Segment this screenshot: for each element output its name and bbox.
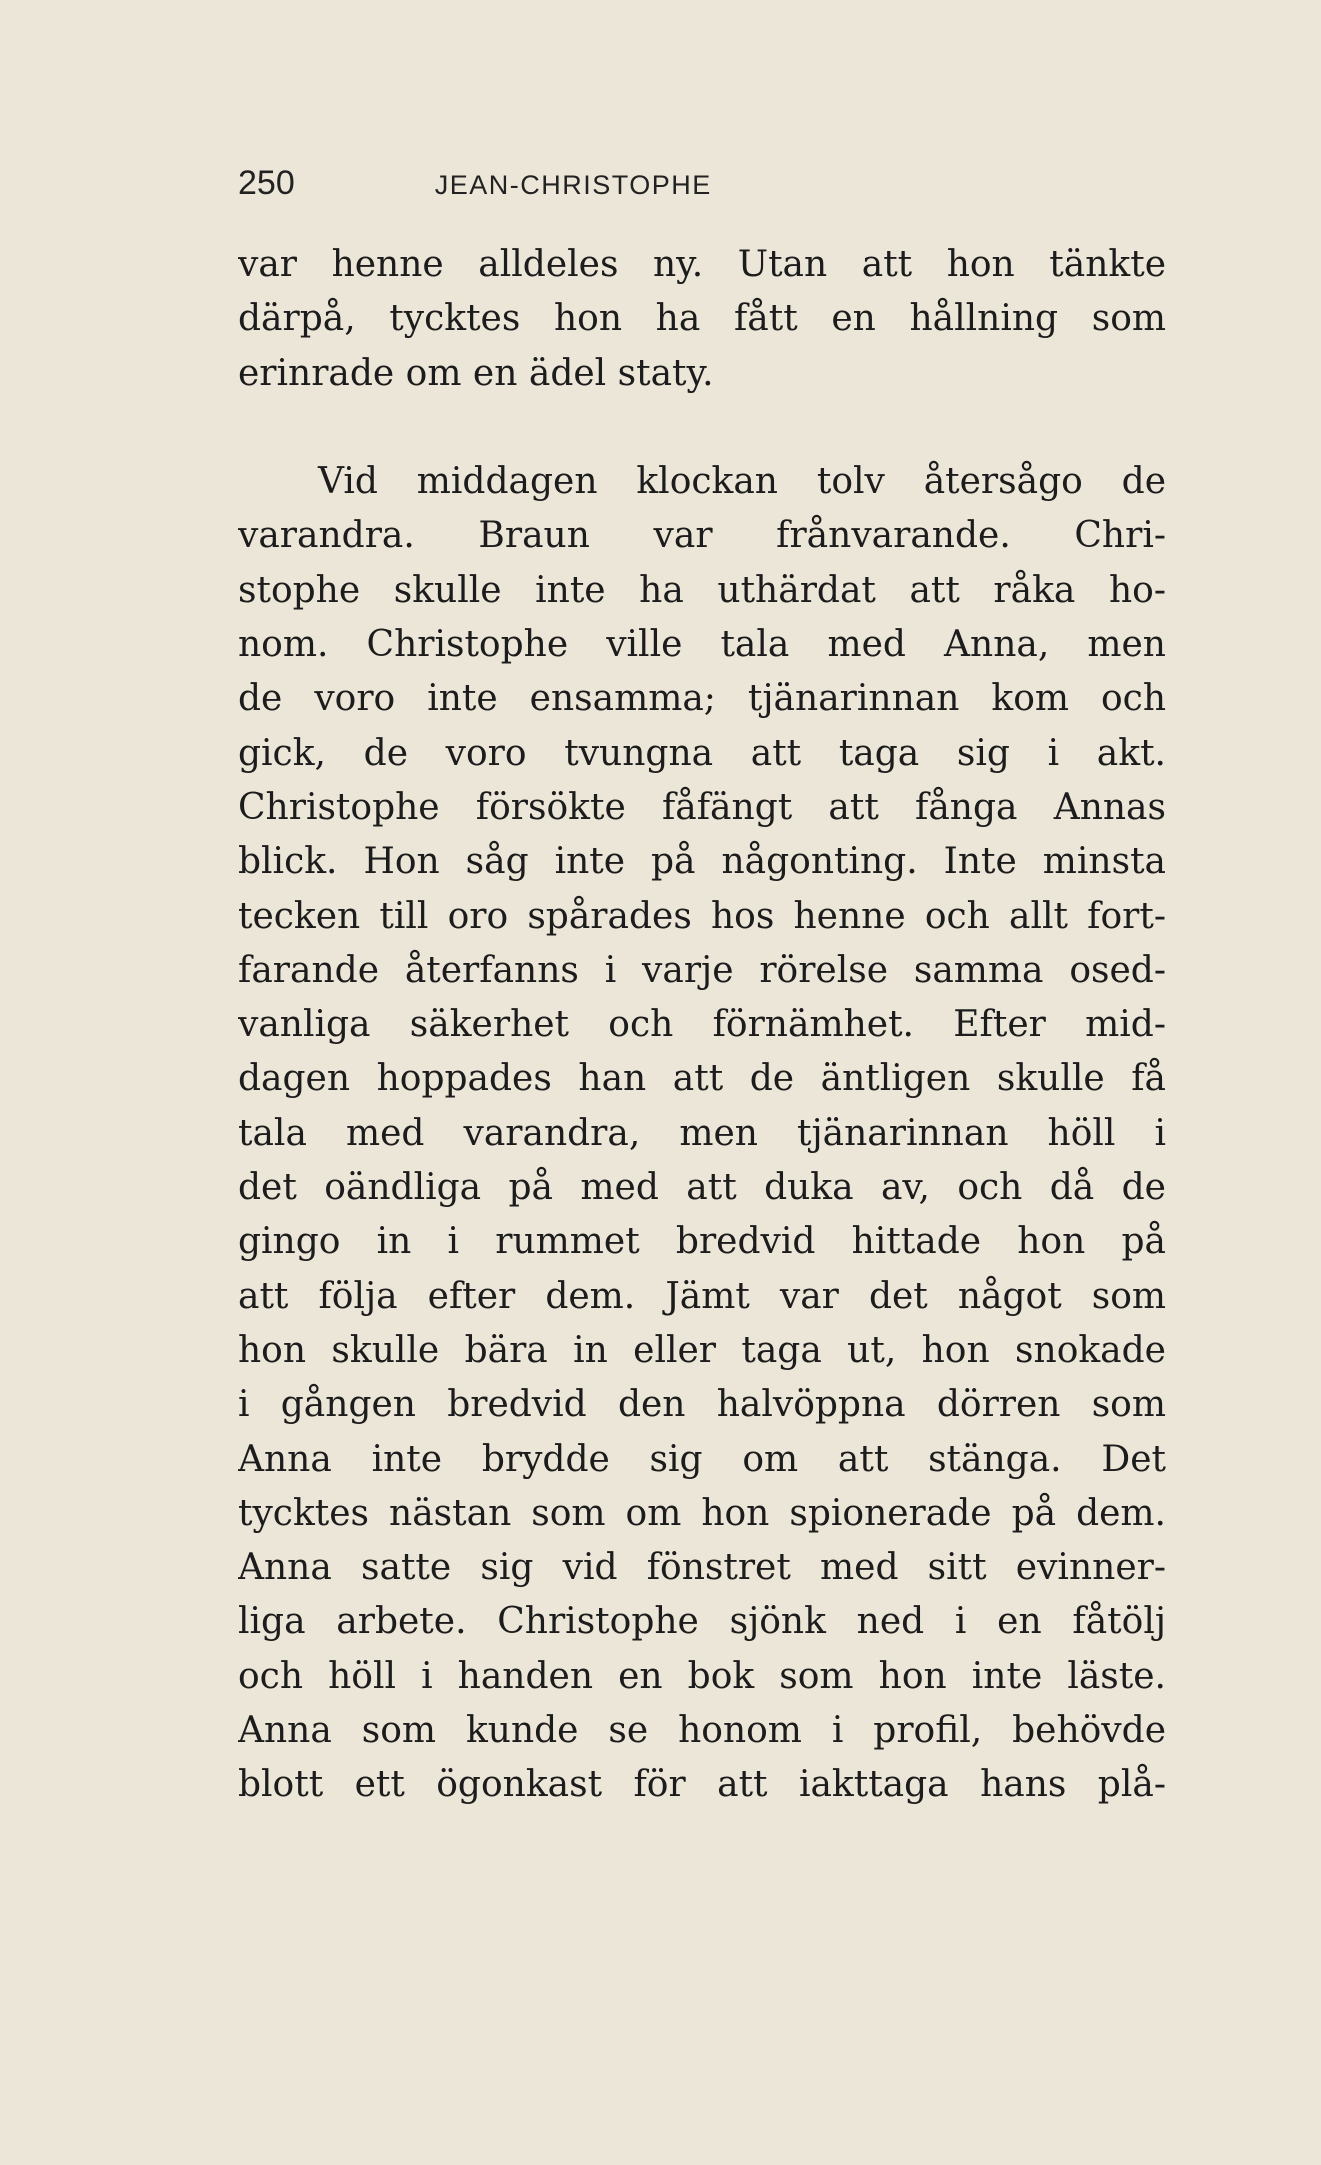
text-line: erinrade om en ädel staty. (238, 352, 714, 394)
body-text (238, 238, 1166, 1813)
text-line: blott ett ögonkast för att iakttaga hans plå- (238, 1764, 1166, 1806)
text-line: varandra. Braun var frånvarande. Chri- (238, 515, 1166, 557)
text-line: hon skulle bära in eller taga ut, hon snokade (238, 1329, 1166, 1371)
text-line: blick. Hon såg inte på någonting. Inte minsta (238, 841, 1166, 883)
text-line: Anna som kunde se honom i profil, behövde (238, 1710, 1166, 1752)
text-line: de voro inte ensamma; tjänarinnan kom och (238, 678, 1166, 720)
text-line: gingo in i rummet bredvid hittade hon på (238, 1221, 1166, 1263)
text-line: och höll i handen en bok som hon inte läste. (238, 1655, 1166, 1697)
text-line: Christophe försökte fåfängt att fånga Annas (238, 786, 1166, 828)
text-line: Anna satte sig vid fönstret med sitt evinner- (238, 1547, 1166, 1589)
paragraph (238, 238, 1166, 401)
page-number: 250 (238, 164, 295, 202)
text-line: liga arbete. Christophe sjönk ned i en fåtölj (238, 1601, 1166, 1643)
text-line: tycktes nästan som om hon spionerade på dem. (238, 1492, 1166, 1534)
text-line: tala med varandra, men tjänarinnan höll i (238, 1112, 1166, 1154)
text-line: stophe skulle inte ha uthärdat att råka ho- (238, 569, 1166, 611)
text-line: i gången bredvid den halvöppna dörren som (238, 1384, 1166, 1426)
text-line: vanliga säkerhet och förnämhet. Efter mid- (238, 1004, 1166, 1046)
text-line: tecken till oro spårades hos henne och allt fort- (238, 895, 1166, 937)
text-line: gick, de voro tvungna att taga sig i akt. (238, 732, 1166, 774)
page-header (238, 164, 712, 214)
text-line: Anna inte brydde sig om att stänga. Det (238, 1438, 1166, 1480)
text-line: nom. Christophe ville tala med Anna, men (238, 624, 1166, 666)
text-line: därpå, tycktes hon ha fått en hållning som (238, 298, 1166, 340)
paragraph (238, 455, 1166, 1812)
text-line: det oändliga på med att duka av, och då de (238, 1167, 1166, 1209)
paragraph-break (238, 401, 1166, 455)
text-line: var henne alldeles ny. Utan att hon tänkte (238, 244, 1166, 285)
text-line: farande återfanns i varje rörelse samma osed- (238, 949, 1166, 991)
text-line: dagen hoppades han att de äntligen skulle få (238, 1058, 1166, 1100)
text-line: att följa efter dem. Jämt var det något som (238, 1275, 1166, 1317)
running-title: JEAN-CHRISTOPHE (434, 170, 712, 200)
text-line: Vid middagen klockan tolv återsågo de (318, 461, 1166, 503)
